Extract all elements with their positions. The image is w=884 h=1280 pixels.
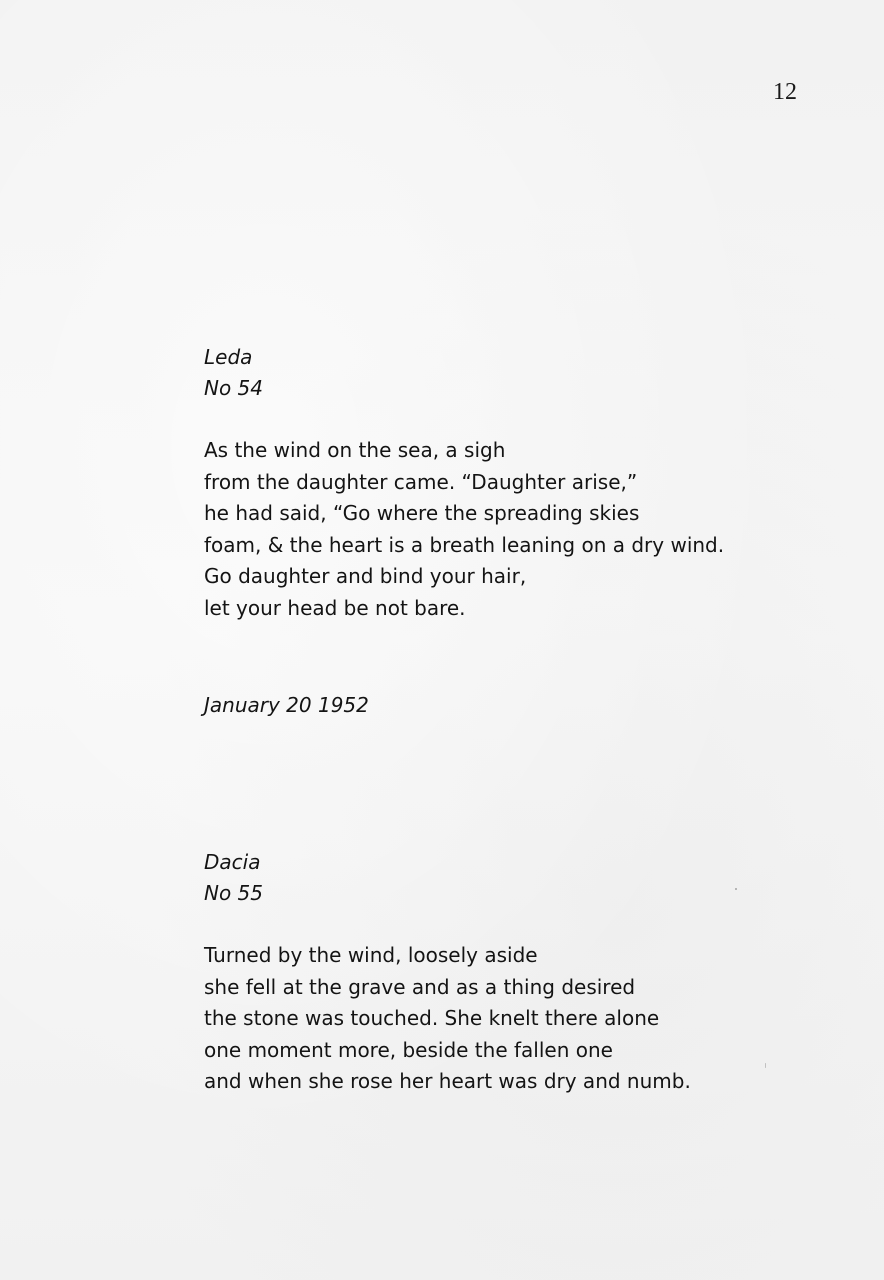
poem-line: Turned by the wind, loosely aside [204,943,538,967]
poem-line: foam, & the heart is a breath leaning on a dry wind. [204,532,725,557]
poem-body [204,435,724,624]
poem-date: January 20 1952 [204,693,369,717]
poem-title: Leda [204,345,253,369]
poem-number: No 55 [204,881,264,905]
poem-line: let your head be not bare. [204,595,466,620]
paper-speck [765,1063,766,1068]
poem-line: As the wind on the sea, a sigh [204,438,506,462]
poem-line: Go daughter and bind your hair, [204,564,527,588]
poem-leda [204,342,724,624]
poem-title: Dacia [204,850,261,874]
poem-line: one moment more, beside the fallen one [204,1037,613,1062]
poem-number: No 54 [204,376,264,400]
poem-dacia [204,847,691,1098]
paper-speck [735,888,737,890]
poem-line: and when she rose her heart was dry and numb. [204,1069,691,1093]
poem-line: she fell at the grave and as a thing desired [204,974,636,999]
poem-body [204,940,691,1098]
poem-line: the stone was touched. She knelt there alone [204,1006,660,1030]
poem-line: he had said, “Go where the spreading skies [204,501,640,525]
poem-line: from the daughter came. “Daughter arise,” [204,469,638,494]
page-number: 12 [773,79,797,105]
